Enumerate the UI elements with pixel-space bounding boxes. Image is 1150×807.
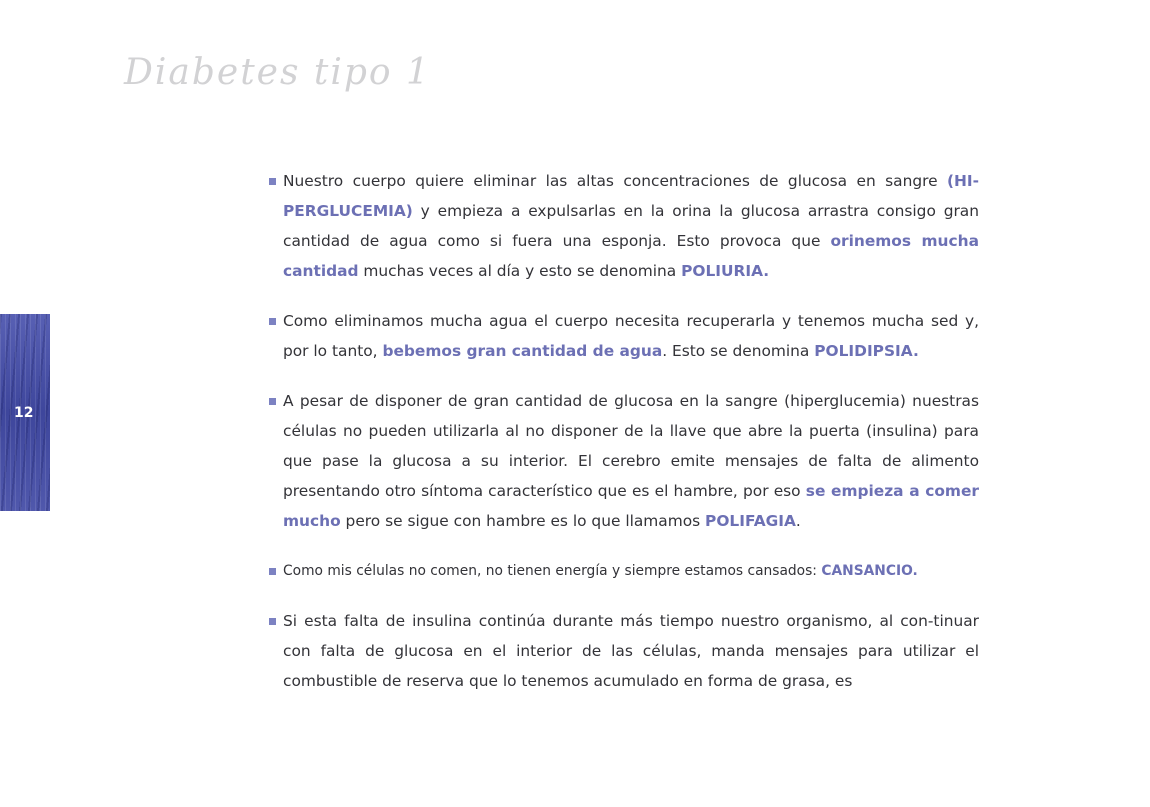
highlight: bebemos gran cantidad de agua xyxy=(382,342,663,360)
text: pero se sigue con hambre es lo que llamamos xyxy=(340,512,706,530)
text: Como mis células no comen, no tienen energía y siempre estamos cansados: xyxy=(283,563,822,579)
bullet-poliuria xyxy=(266,166,979,286)
bullet-polifagia xyxy=(266,386,979,536)
highlight: (HI-PERGLUCEMIA) xyxy=(283,172,979,220)
text: Nuestro cuerpo quiere eliminar las altas concentraciones de glucosa en sangre xyxy=(283,172,947,190)
text: muchas veces al día y esto se denomina xyxy=(358,262,682,280)
page-title: Diabetes tipo 1 xyxy=(124,52,431,93)
body-content xyxy=(266,166,979,716)
text: . Esto se denomina xyxy=(662,342,815,360)
bullet-polidipsia xyxy=(266,306,979,366)
text: Si esta falta de insulina continúa durante más tiempo nuestro organismo, al con-tinuar con falta de glucosa en el interior de las células, manda mensajes para utilizar el combustible de reserva que lo tenemos acumulado en forma de grasa, es xyxy=(283,612,979,690)
text: A pesar de disponer de gran cantidad de glucosa en la sangre (hiperglucemia) nuestras células no pueden utilizarla al no disponer de la llave que abre la puerta (insulina) para que pase la glucosa a su interior. El cerebro emite mensajes de falta de alimento presentando otro síntoma característico que es el hambre, por eso xyxy=(283,392,979,500)
highlight: orinemos mucha cantidad xyxy=(283,232,979,280)
bullet-square-icon xyxy=(269,178,276,185)
text: Como eliminamos mucha agua el cuerpo necesita recuperarla y tenemos mucha sed y, por lo tanto, xyxy=(283,312,979,360)
page-number: 12 xyxy=(14,405,34,421)
bullet-insulina xyxy=(266,606,979,696)
bullet-square-icon xyxy=(269,618,276,625)
bullet-square-icon xyxy=(269,568,276,575)
text: . xyxy=(795,512,801,530)
bullet-square-icon xyxy=(269,318,276,325)
bullet-cansancio xyxy=(266,556,979,586)
text: y empieza a expulsarlas en la orina la glucosa arrastra consigo gran cantidad de agua como si fuera una esponja. Esto provoca que xyxy=(283,202,979,250)
highlight: POLIFAGIA xyxy=(705,512,796,530)
highlight: POLIURIA. xyxy=(681,262,770,280)
highlight: POLIDIPSIA. xyxy=(814,342,919,360)
highlight: se empieza a comer mucho xyxy=(283,482,979,530)
bullet-square-icon xyxy=(269,398,276,405)
highlight: CANSANCIO. xyxy=(821,563,918,579)
